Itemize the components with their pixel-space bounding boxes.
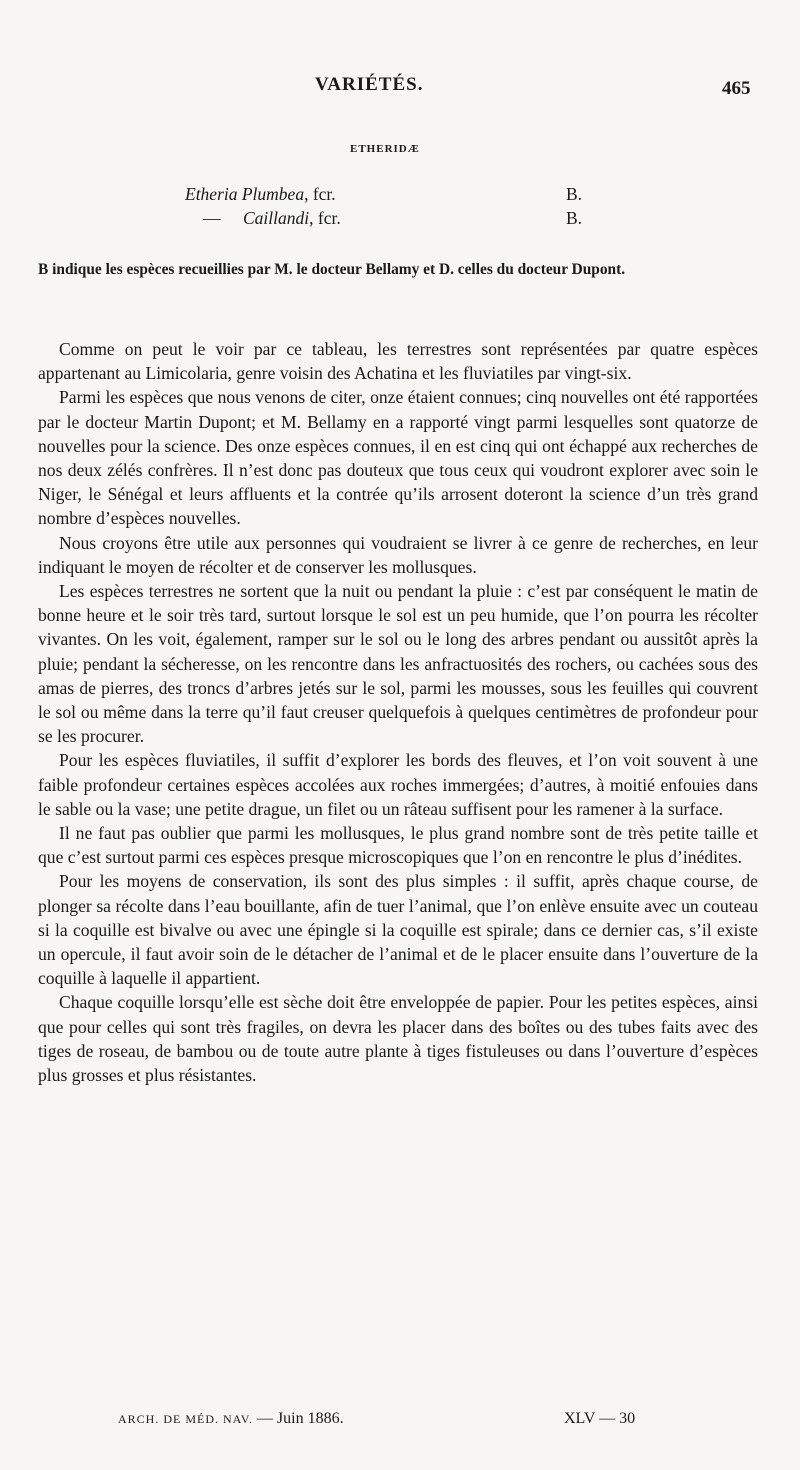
table-note: B indique les espèces recueillies par M. le docteur Bellamy et D. celles du docteur Dupont. bbox=[38, 261, 626, 278]
species-name: Etheria Plumbea bbox=[185, 184, 305, 204]
collector-mark: B. bbox=[566, 208, 583, 228]
issue-date: — Juin 1886. bbox=[256, 1410, 344, 1427]
paragraph: Chaque coquille lorsqu’elle est sèche doit être enveloppée de papier. Pour les petites espèces, ainsi que pour celles qui sont très fragiles, on devra les placer dans des boîtes ou des tubes faits avec des tiges de roseau, de bambou ou de toute autre plante à tiges fistuleuses ou dans l’ouverture d’espèces plus grosses et plus résistantes. bbox=[38, 992, 758, 1086]
species-suffix: , fcr. bbox=[304, 184, 336, 204]
paragraph: Pour les espèces fluviatiles, il suffit d’explorer les bords des fleuves, et l’on voit souvent à une faible profondeur certaines espèces accolées aux roches immergées; d’autres, à moitié enfouies dans le sable ou la vase; une petite drague, un filet ou un râteau suffisent pour les ramener à la surface. bbox=[38, 750, 758, 819]
family-heading: ETHERIDÆ bbox=[350, 143, 420, 155]
ditto-dash: — bbox=[203, 208, 221, 228]
species-name: Caillandi bbox=[243, 208, 310, 228]
paragraph: Pour les moyens de conservation, ils sont des plus simples : il suffit, après chaque course, de plonger sa récolte dans l’eau bouillante, afin de tuer l’animal, que l’on enlève ensuite avec un couteau si la coquille est bivalve ou avec une épingle si la coquille est spirale; dans ce dernier cas, s’il existe un opercule, il faut avoir soin de le détacher de l’animal et de le placer ensuite dans l’ouverture de la coquille à laquelle il appartient. bbox=[38, 871, 758, 989]
species-suffix: , fcr. bbox=[309, 208, 341, 228]
paragraph: Comme on peut le voir par ce tableau, les terrestres sont représentées par quatre espèces appartenant au Limicolaria, genre voisin des Achatina et les fluviatiles par vingt-six. bbox=[38, 339, 758, 384]
body-text bbox=[38, 337, 758, 1087]
species-row bbox=[0, 208, 800, 230]
page-footer bbox=[118, 1410, 678, 1434]
running-title: VARIÉTÉS. bbox=[315, 74, 424, 95]
species-row bbox=[0, 184, 800, 206]
journal-name: ARCH. DE MÉD. NAV. bbox=[118, 1412, 253, 1426]
paragraph: Parmi les espèces que nous venons de citer, onze étaient connues; cinq nouvelles ont été rapportées par le docteur Martin Dupont; et M. Bellamy en a rapporté vingt parmi lesquelles sont quatorze de nouvelles pour la science. Des onze espèces connues, il en est cinq qui ont échappé aux recherches de nos deux zélés confrères. Il n’est donc pas douteux que tous ceux qui voudront explorer avec soin le Niger, le Sénégal et leurs affluents et la contrée qu’ils arrosent doteront la science d’un très grand nombre d’espèces nouvelles. bbox=[38, 387, 758, 529]
collector-mark: B. bbox=[566, 184, 583, 204]
paragraph: Nous croyons être utile aux personnes qui voudraient se livrer à ce genre de recherches, en leur indiquant le moyen de récolter et de conserver les mollusques. bbox=[38, 532, 758, 577]
paragraph: Il ne faut pas oublier que parmi les mollusques, le plus grand nombre sont de très petite taille et que c’est surtout parmi ces espèces presque microscopiques que l’on en rencontre le plus d’inédites. bbox=[38, 823, 758, 868]
paragraph: Les espèces terrestres ne sortent que la nuit ou pendant la pluie : c’est par conséquent le matin de bonne heure et le soir très tard, surtout lorsque le sol est un peu humide, que l’on pourra les récolter vivantes. On les voit, également, ramper sur le sol ou le long des arbres pendant ou aussitôt après la pluie; pendant la sécheresse, on les rencontre dans les anfractuosités des rochers, ou cachées sous des amas de pierres, des troncs d’arbres jetés sur le sol, parmi les mousses, sous les feuilles qui couvrent le sol ou même dans la terre qu’il faut creuser quelquefois à quelques centimètres de profondeur pour se les procurer. bbox=[38, 581, 758, 747]
page-number: 465 bbox=[722, 78, 751, 99]
volume-signature: XLV — 30 bbox=[564, 1410, 636, 1427]
